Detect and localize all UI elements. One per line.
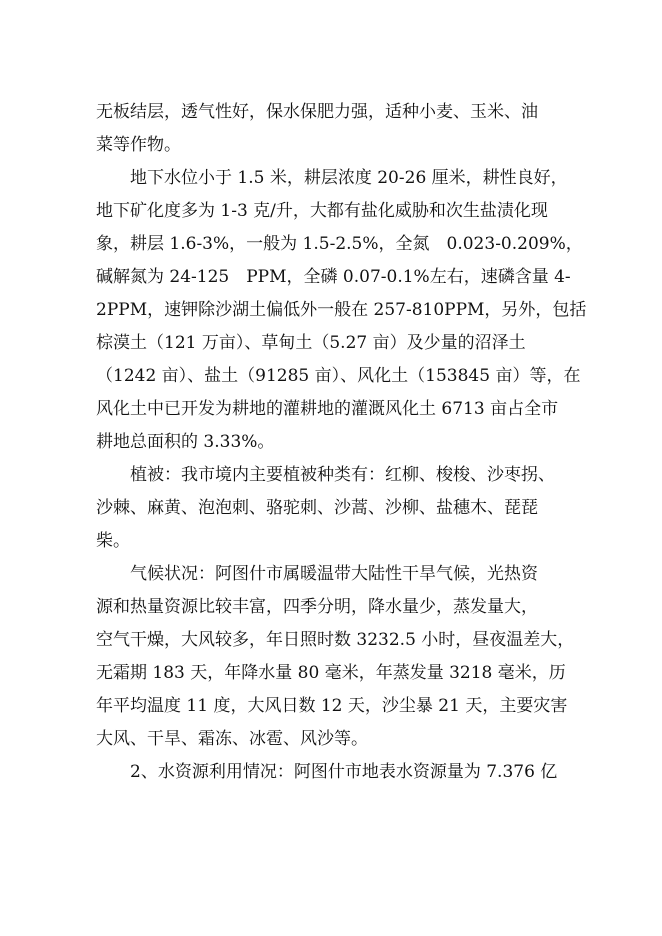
text-line: 无霜期 183 天，年降水量 80 毫米，年蒸发量 3218 毫米，历	[96, 663, 566, 683]
text-line: 2、水资源利用情况：阿图什市地表水资源量为 7.376 亿	[130, 762, 558, 782]
text-line: 地下矿化度多为 1-3 克/升，大都有盐化威胁和次生盐渍化现	[96, 201, 548, 221]
text-line: 源和热量资源比较丰富，四季分明，降水量少，蒸发量大，	[96, 597, 538, 617]
text-line: 棕漠土（121 万亩）、草甸土（5.27 亩）及少量的沼泽土	[96, 333, 526, 353]
text-line: 植被：我市境内主要植被种类有：红柳、梭梭、沙枣拐、	[130, 465, 555, 485]
text-line: 碱解氮为 24-125 PPM，全磷 0.07-0.1%左右，速磷含量 4-	[96, 267, 571, 287]
text-line: 地下水位小于 1.5 米，耕层浓度 20-26 厘米，耕性良好，	[130, 168, 568, 188]
text-line: 柴。	[96, 531, 130, 551]
text-line: 2PPM，速钾除沙湖土偏低外一般在 257-810PPM，另外，包括	[96, 300, 587, 320]
text-line: 气候状况：阿图什市属暖温带大陆性干旱气候，光热资	[130, 564, 538, 584]
body-text	[96, 96, 587, 789]
text-line: （1242 亩）、盐土（91285 亩）、风化土（153845 亩）等，在	[96, 366, 581, 386]
text-line: 大风、干旱、霜冻、冰雹、风沙等。	[96, 729, 368, 749]
text-line: 空气干燥，大风较多，年日照时数 3232.5 小时，昼夜温差大，	[96, 630, 575, 650]
text-line: 无板结层，透气性好，保水保肥力强，适种小麦、玉米、油	[96, 102, 538, 122]
text-line: 象，耕层 1.6-3%，一般为 1.5-2.5%，全氮 0.023-0.209%，	[96, 234, 583, 254]
text-line: 沙棘、麻黄、泡泡刺、骆驼刺、沙蒿、沙柳、盐穗木、琵琵	[96, 498, 538, 518]
text-line: 菜等作物。	[96, 135, 181, 155]
text-line: 耕地总面积的 3.33%。	[96, 432, 275, 452]
text-line: 风化土中已开发为耕地的灌耕地的灌溉风化土 6713 亩占全市	[96, 399, 559, 419]
text-line: 年平均温度 11 度，大风日数 12 天，沙尘暴 21 天，主要灾害	[96, 696, 568, 716]
